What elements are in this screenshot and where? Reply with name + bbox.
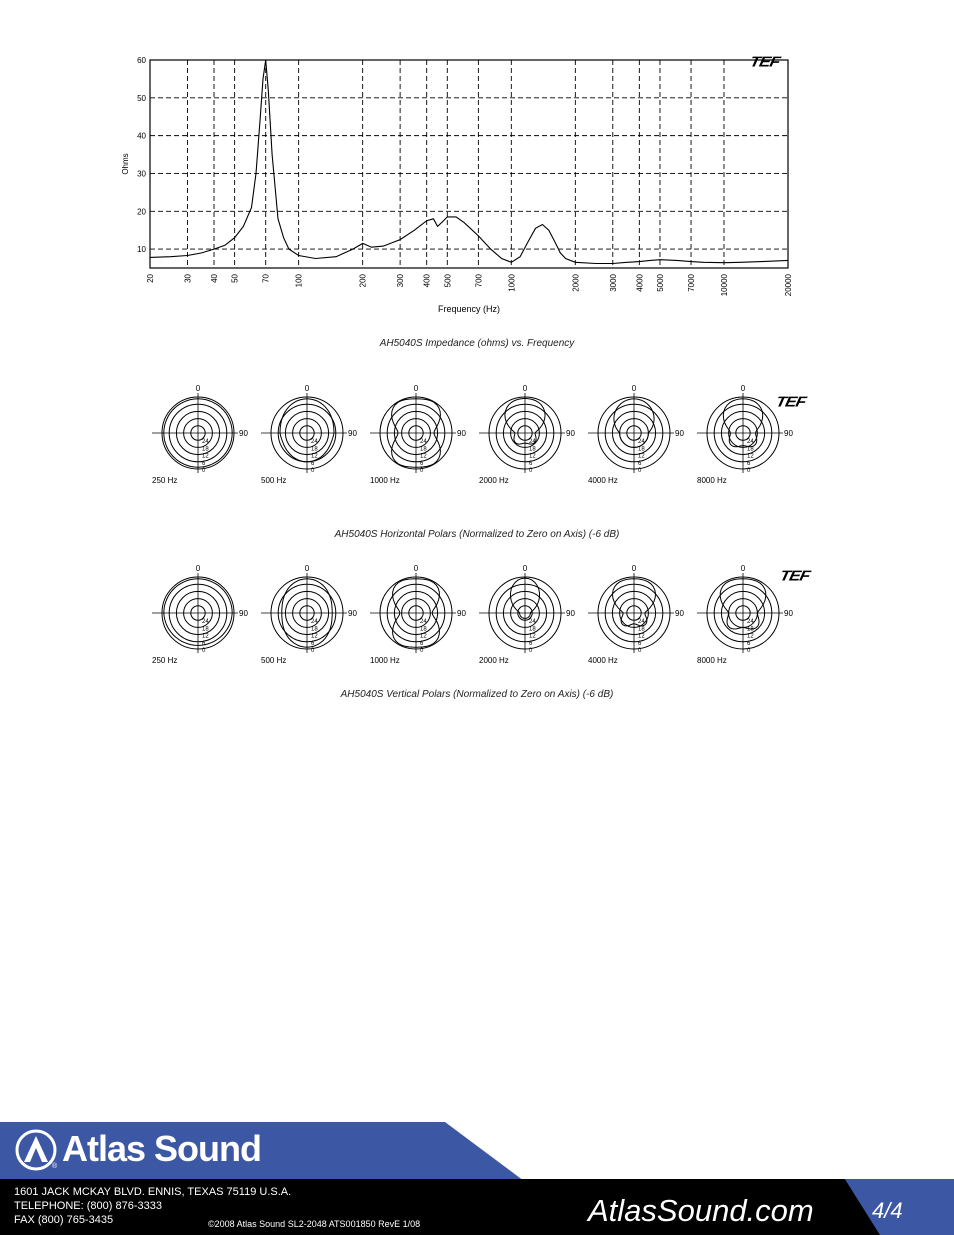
x-tick-label: 50 — [230, 274, 240, 283]
vertical-polar-2 — [370, 564, 466, 665]
address-line1: 1601 JACK MCKAY BLVD. ENNIS, TEXAS 75119 U.S.A. — [14, 1186, 292, 1198]
polar-label-90: 90 — [566, 429, 575, 438]
x-tick-label: 700 — [474, 274, 484, 288]
x-tick-label: 40 — [210, 274, 220, 283]
polar-label-90: 90 — [457, 609, 466, 618]
polar-ring-label: 24 — [202, 619, 209, 626]
polar-label-90: 90 — [239, 609, 248, 618]
polar-ring-label: 12 — [420, 453, 427, 460]
polar-ring-label: 24 — [202, 439, 209, 446]
x-tick-label: 20000 — [784, 274, 793, 297]
polar-ring-label: 18 — [529, 446, 536, 453]
x-tick-label: 7000 — [687, 274, 697, 292]
polar-ring-label: 0 — [529, 648, 533, 654]
y-axis-label: Ohms — [121, 153, 130, 175]
polar-ring-label: 6 — [420, 460, 424, 467]
polar-frequency-label: 8000 Hz — [697, 656, 727, 665]
polar-label-90: 90 — [348, 609, 357, 618]
polar-label-0: 0 — [631, 564, 637, 573]
polar-frequency-label: 1000 Hz — [370, 476, 400, 485]
polar-ring-label: 0 — [202, 648, 206, 654]
polar-ring-label: 6 — [638, 640, 642, 647]
polar-ring-label: 18 — [202, 626, 209, 633]
vertical-polars — [140, 555, 820, 670]
horizontal-polar-2 — [370, 384, 466, 485]
polar-frequency-label: 500 Hz — [261, 476, 287, 485]
x-axis-label: Frequency (Hz) — [437, 304, 501, 314]
polar-ring-label: 24 — [420, 439, 427, 446]
polar-ring-label: 6 — [420, 640, 424, 647]
polar-ring-label: 24 — [529, 439, 536, 446]
polar-label-90: 90 — [566, 609, 575, 618]
polar-ring-label: 6 — [638, 460, 642, 467]
polar-label-0: 0 — [522, 384, 528, 393]
polar-ring-label: 0 — [747, 648, 751, 654]
polar-ring-label: 12 — [311, 633, 318, 640]
polar-label-90: 90 — [675, 429, 684, 438]
polar-frequency-label: 4000 Hz — [588, 656, 618, 665]
x-tick-label: 20 — [146, 274, 155, 283]
polar-ring-label: 6 — [747, 460, 751, 467]
polar-label-0: 0 — [195, 384, 201, 393]
polar-ring-label: 0 — [638, 468, 642, 474]
y-tick-label: 50 — [137, 93, 146, 103]
polar-frequency-label: 250 Hz — [152, 656, 178, 665]
polar-label-90: 90 — [784, 609, 793, 618]
vertical-caption: AH5040S Vertical Polars (Normalized to Zero on Axis) (-6 dB) — [340, 689, 614, 700]
polar-ring-label: 6 — [529, 460, 533, 467]
polar-label-90: 90 — [784, 429, 793, 438]
horizontal-polar-4 — [588, 384, 684, 485]
x-tick-label: 100 — [294, 274, 304, 288]
footer-white-notch — [445, 1122, 954, 1179]
polar-ring-label: 12 — [747, 633, 754, 640]
polar-label-0: 0 — [304, 564, 310, 573]
polar-label-0: 0 — [740, 564, 746, 573]
vertical-polar-3 — [479, 564, 575, 665]
x-tick-label: 1000 — [507, 274, 517, 292]
polar-frequency-label: 8000 Hz — [697, 476, 727, 485]
x-tick-label: 5000 — [655, 274, 665, 292]
impedance-series-line — [150, 60, 788, 264]
y-tick-label: 10 — [137, 245, 146, 255]
polar-ring-label: 24 — [638, 619, 645, 626]
polar-label-90: 90 — [348, 429, 357, 438]
x-tick-label: 400 — [422, 274, 432, 288]
x-tick-label: 300 — [396, 274, 406, 288]
polar-label-0: 0 — [631, 384, 637, 393]
polar-frequency-label: 4000 Hz — [588, 476, 618, 485]
polar-ring-label: 18 — [747, 446, 754, 453]
polar-ring-label: 6 — [311, 460, 315, 467]
brand-name: Atlas Sound — [62, 1128, 262, 1169]
x-tick-label: 70 — [261, 274, 271, 283]
polar-label-0: 0 — [413, 384, 419, 393]
polar-frequency-label: 2000 Hz — [479, 656, 509, 665]
polar-label-90: 90 — [675, 609, 684, 618]
polar-ring-label: 6 — [529, 640, 533, 647]
vertical-polars-svg — [140, 555, 820, 670]
polar-ring-label: 18 — [529, 626, 536, 633]
polar-label-0: 0 — [304, 384, 310, 393]
horizontal-polars — [140, 375, 820, 490]
polar-ring-label: 18 — [638, 446, 645, 453]
y-tick-label: 40 — [137, 131, 146, 141]
y-tick-label: 20 — [137, 207, 146, 217]
horizontal-caption: AH5040S Horizontal Polars (Normalized to Zero on Axis) (-6 dB) — [334, 529, 620, 540]
polar-ring-label: 12 — [747, 453, 754, 460]
polar-label-0: 0 — [413, 564, 419, 573]
polar-ring-label: 0 — [529, 468, 533, 474]
vertical-polar-1 — [261, 564, 357, 665]
polar-frequency-label: 2000 Hz — [479, 476, 509, 485]
polar-frequency-label: 500 Hz — [261, 656, 287, 665]
plot-frame — [150, 60, 788, 268]
polar-ring-label: 0 — [311, 648, 315, 654]
horizontal-polars-svg — [140, 375, 820, 490]
tef-logo-vertical: TEF — [778, 567, 811, 584]
polar-ring-label: 6 — [202, 460, 206, 467]
polar-ring-label: 12 — [202, 453, 209, 460]
polar-ring-label: 6 — [311, 640, 315, 647]
polar-ring-label: 12 — [529, 453, 536, 460]
x-tick-label: 10000 — [719, 274, 729, 297]
address-line2: TELEPHONE: (800) 876-3333 — [14, 1200, 162, 1212]
polar-ring-label: 12 — [420, 633, 427, 640]
polar-label-90: 90 — [457, 429, 466, 438]
registered-mark: ® — [52, 1163, 58, 1170]
polar-ring-label: 18 — [638, 626, 645, 633]
x-tick-label: 500 — [443, 274, 453, 288]
horizontal-polar-1 — [261, 384, 357, 485]
y-tick-label: 30 — [137, 169, 146, 179]
polar-ring-label: 0 — [202, 468, 206, 474]
polar-frequency-label: 1000 Hz — [370, 656, 400, 665]
polar-ring-label: 24 — [311, 439, 318, 446]
polar-ring-label: 12 — [529, 633, 536, 640]
polar-ring-label: 18 — [420, 446, 427, 453]
polar-ring-label: 24 — [529, 619, 536, 626]
y-tick-label: 60 — [137, 56, 146, 65]
polar-label-90: 90 — [239, 429, 248, 438]
polar-label-0: 0 — [522, 564, 528, 573]
polar-ring-label: 6 — [747, 640, 751, 647]
x-tick-label: 2000 — [571, 274, 581, 292]
polar-ring-label: 0 — [638, 648, 642, 654]
x-tick-label: 200 — [358, 274, 368, 288]
polar-ring-label: 24 — [311, 619, 318, 626]
polar-ring-label: 24 — [747, 439, 754, 446]
polar-ring-label: 24 — [638, 439, 645, 446]
x-tick-label: 4000 — [635, 274, 645, 292]
polar-ring-label: 12 — [311, 453, 318, 460]
tef-logo-impedance: TEF — [748, 53, 781, 70]
impedance-chart — [110, 50, 810, 320]
horizontal-polar-0 — [152, 384, 248, 485]
polar-ring-label: 18 — [202, 446, 209, 453]
polar-label-0: 0 — [740, 384, 746, 393]
x-tick-label: 30 — [183, 274, 193, 283]
address-line3: FAX (800) 765-3435 — [14, 1214, 114, 1226]
polar-ring-label: 12 — [202, 633, 209, 640]
polar-ring-label: 12 — [638, 453, 645, 460]
polar-ring-label: 18 — [311, 626, 318, 633]
polar-ring-label: 12 — [638, 633, 645, 640]
tef-logo-horizontal: TEF — [774, 393, 807, 410]
polar-ring-label: 0 — [311, 468, 315, 474]
polar-ring-label: 18 — [420, 626, 427, 633]
impedance-chart-svg — [110, 50, 810, 320]
polar-ring-label: 24 — [747, 619, 754, 626]
impedance-caption: AH5040S Impedance (ohms) vs. Frequency — [379, 338, 575, 349]
polar-ring-label: 0 — [747, 468, 751, 474]
polar-ring-label: 24 — [420, 619, 427, 626]
polar-ring-label: 18 — [747, 626, 754, 633]
horizontal-polar-3 — [479, 384, 575, 485]
vertical-polar-4 — [588, 564, 684, 665]
polar-frequency-label: 250 Hz — [152, 476, 178, 485]
polar-ring-label: 0 — [420, 468, 424, 474]
polar-ring-label: 0 — [420, 648, 424, 654]
polar-ring-label: 18 — [311, 446, 318, 453]
vertical-polar-0 — [152, 564, 248, 665]
copyright: ©2008 Atlas Sound SL2-2048 ATS001850 RevE 1/08 — [208, 1219, 421, 1229]
website-link[interactable]: AtlasSound.com — [588, 1193, 814, 1228]
polar-label-0: 0 — [195, 564, 201, 573]
x-tick-label: 3000 — [608, 274, 618, 292]
page-number: 4/4 — [872, 1198, 903, 1223]
polar-ring-label: 6 — [202, 640, 206, 647]
